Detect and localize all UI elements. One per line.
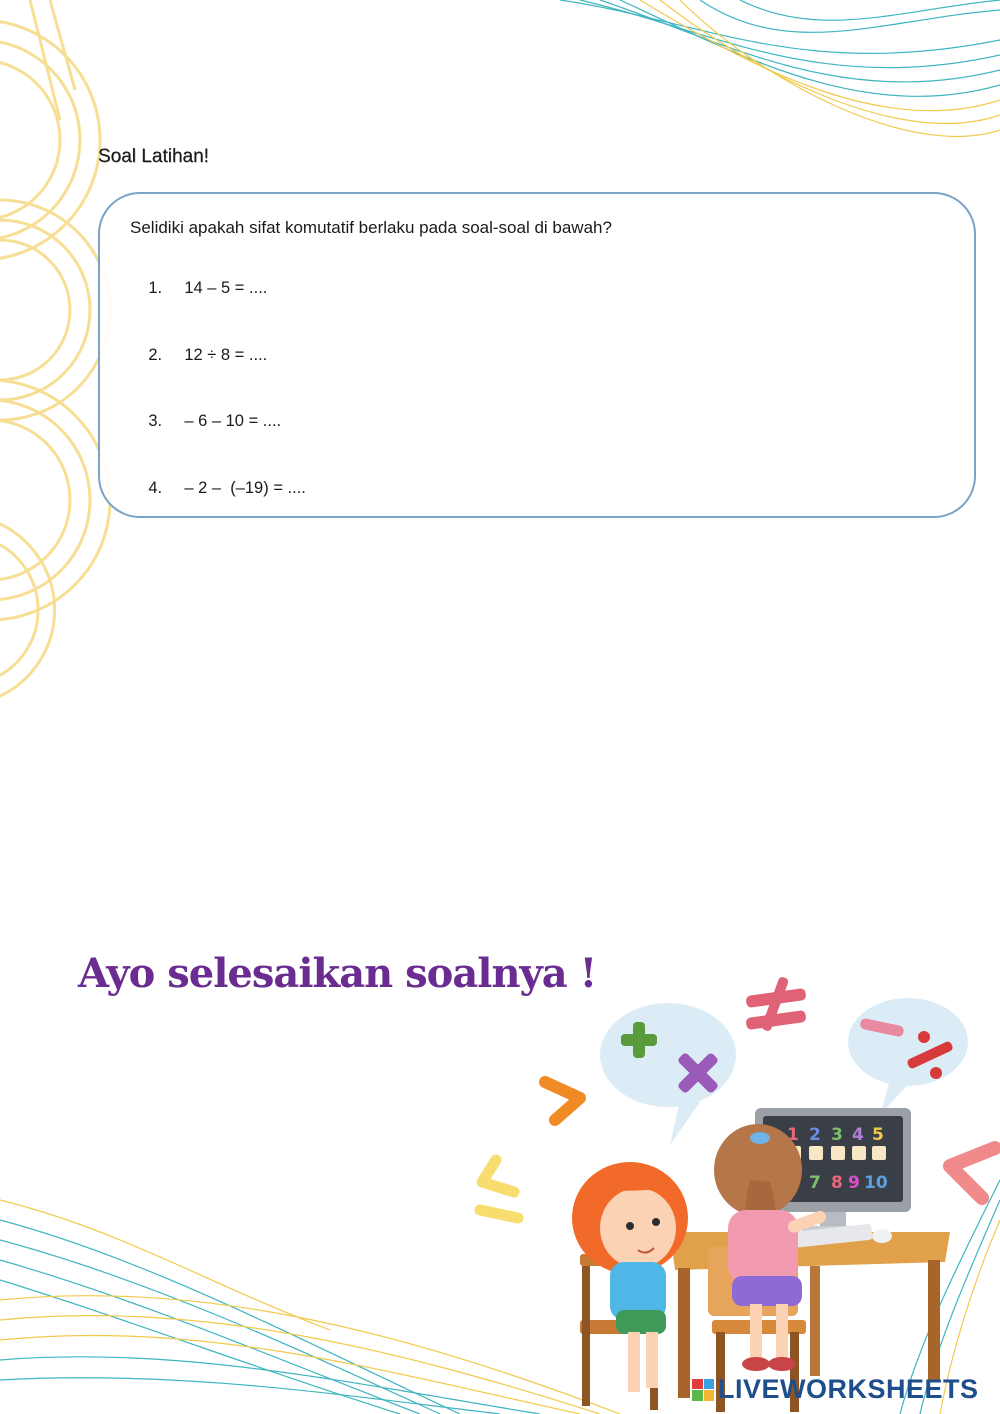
screen-digit: 7 — [809, 1173, 821, 1193]
computer-mouse — [872, 1229, 892, 1243]
kids-computer-illustration — [450, 970, 1000, 1414]
problem-expression: – 2 – (–19) = .... — [184, 479, 306, 497]
liveworksheets-logo — [692, 1374, 979, 1405]
problem-expression: 14 – 5 = .... — [184, 279, 268, 297]
less-or-equal-icon — [480, 1160, 518, 1218]
speech-bubble-left — [600, 1003, 736, 1107]
instruction-text: Selidiki apakah sifat komutatif berlaku pada soal-soal di bawah? — [130, 218, 612, 237]
top-right-waves — [560, 0, 1000, 136]
liveworksheets-logo-icon — [692, 1379, 714, 1401]
problem-number: 3. — [148, 412, 163, 430]
problem-expression: 12 ÷ 8 = .... — [184, 346, 268, 364]
problem-2 — [130, 327, 267, 384]
less-than-icon — [950, 1148, 995, 1198]
problem-number: 1. — [148, 279, 163, 297]
problem-number: 2. — [148, 346, 163, 364]
problem-3 — [130, 393, 281, 450]
section-title: Soal Latihan! — [98, 146, 209, 167]
screen-digit: 8 — [831, 1173, 843, 1193]
left-ring-pattern — [0, 0, 110, 700]
problem-number: 4. — [148, 479, 163, 497]
screen-digit: 3 — [831, 1125, 843, 1145]
motto-heading: Ayo selesaikan soalnya ! — [78, 950, 597, 997]
screen-digit: 5 — [872, 1125, 884, 1145]
problem-expression: – 6 – 10 = .... — [184, 412, 282, 430]
screen-digit: 9 — [848, 1173, 860, 1193]
not-equal-icon — [745, 976, 806, 1032]
screen-digit: 10 — [864, 1173, 888, 1193]
problem-4 — [130, 460, 306, 517]
screen-digit: 4 — [852, 1125, 864, 1145]
screen-digit: 2 — [809, 1125, 821, 1145]
greater-than-icon — [545, 1082, 580, 1120]
question-box — [98, 192, 976, 518]
brand-name: LIVEWORKSHEETS — [718, 1374, 979, 1404]
problem-1 — [130, 260, 267, 317]
screen-digit: 1 — [787, 1125, 799, 1145]
speech-bubble-right — [848, 998, 968, 1086]
